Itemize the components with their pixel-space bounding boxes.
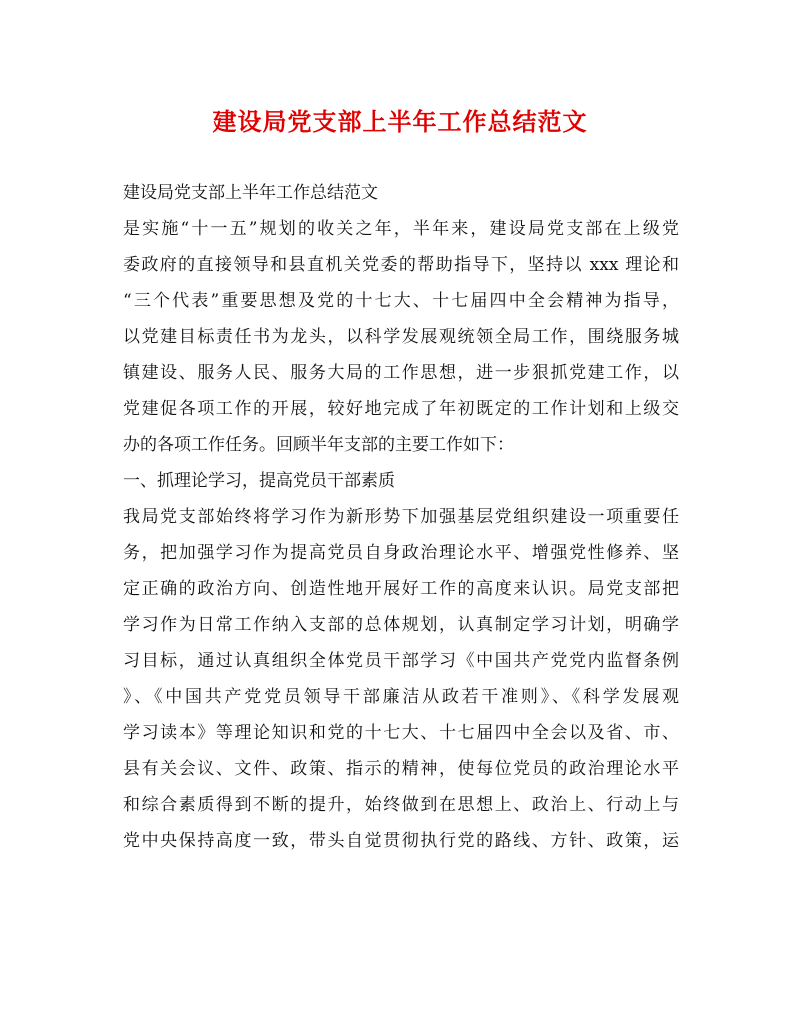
body-line: 办的各项工作任务。回顾半年支部的主要工作如下： xyxy=(123,435,514,455)
section-heading: 一、抓理论学习，提高党员干部素质 xyxy=(123,471,395,491)
body-line: 定正确的政治方向、创造性地开展好工作的高度来认识。局党支部把 xyxy=(123,579,679,599)
body-line: 学习作为日常工作纳入支部的总体规划，认真制定学习计划，明确学 xyxy=(123,615,679,635)
document-body xyxy=(123,175,679,859)
body-line: 》、《中国共产党党员领导干部廉洁从政若干准则》、《科学发展观 xyxy=(123,687,679,707)
body-line: “三个代表”重要思想及党的十七大、十七届四中全会精神为指导， xyxy=(123,291,679,311)
body-line: 镇建设、服务人民、服务大局的工作思想，进一步狠抓党建工作，以 xyxy=(123,363,679,383)
body-line: 建设局党支部上半年工作总结范文 xyxy=(123,183,378,203)
body-line: 党建促各项工作的开展，较好地完成了年初既定的工作计划和上级交 xyxy=(123,399,679,419)
body-line: 务，把加强学习作为提高党员自身政治理论水平、增强党性修养、坚 xyxy=(123,543,679,563)
body-line: 委政府的直接领导和县直机关党委的帮助指导下，坚持以 xxx 理论和 xyxy=(123,255,679,275)
body-line: 和综合素质得到不断的提升，始终做到在思想上、政治上、行动上与 xyxy=(123,795,679,815)
body-line: 县有关会议、文件、政策、指示的精神，使每位党员的政治理论水平 xyxy=(123,759,679,779)
body-line: 我局党支部始终将学习作为新形势下加强基层党组织建设一项重要任 xyxy=(123,507,679,527)
document-title: 建设局党支部上半年工作总结范文 xyxy=(212,107,588,136)
body-line: 学习读本》等理论知识和党的十七大、十七届四中全会以及省、市、 xyxy=(123,723,679,743)
body-line: 以党建目标责任书为龙头，以科学发展观统领全局工作，围绕服务城 xyxy=(123,327,679,347)
body-line: 习目标，通过认真组织全体党员干部学习《中国共产党党内监督条例 xyxy=(123,651,679,671)
body-line: 党中央保持高度一致，带头自觉贯彻执行党的路线、方针、政策，运 xyxy=(123,831,679,851)
body-line: 是实施“十一五”规划的收关之年，半年来，建设局党支部在上级党 xyxy=(123,219,679,239)
